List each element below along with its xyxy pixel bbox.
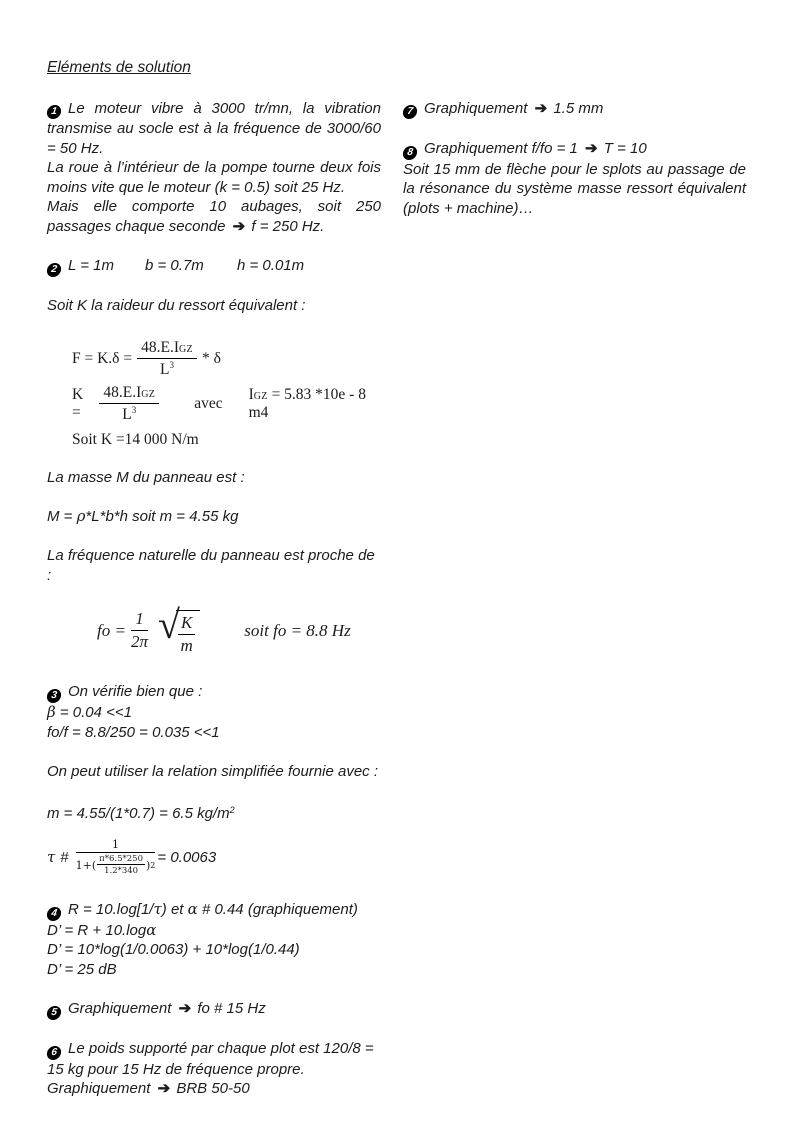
right-column <box>403 99 746 1099</box>
text-f-250: f = 250 Hz. <box>251 217 325 235</box>
paragraph-line-group <box>47 682 381 703</box>
text-fo-15hz: fo # 15 Hz <box>197 999 266 1017</box>
formula-K-result: Soit K =14 000 N/m <box>72 430 199 448</box>
formula-fo-lhs: fo = <box>97 620 126 640</box>
rho-symbol: ρ <box>76 507 86 526</box>
paragraph-mass-value <box>47 507 381 527</box>
two-column-layout <box>47 99 747 1099</box>
page-title: Eléments de solution <box>47 59 191 76</box>
fraction-48EI-L3 <box>99 384 159 424</box>
paragraph-graphical-deflection: 7 Graphiquement ➔ 1.5 mm <box>403 99 746 120</box>
fraction-numerator: 48.E.IGZ <box>137 339 197 359</box>
formula-K-lhs: K = <box>72 385 84 421</box>
superscript-2: 2 <box>229 804 235 815</box>
alpha-symbol: α <box>187 900 198 919</box>
paragraph-surface-mass <box>47 801 381 824</box>
bullet-7-icon: 7 <box>402 105 418 119</box>
bullet-4-icon: 4 <box>46 907 62 921</box>
paragraph-resonance <box>403 139 746 218</box>
left-column <box>47 99 381 1099</box>
arrow-right-icon: ➔ <box>534 99 547 117</box>
formula-fo-result: soit fo = 8.8 Hz <box>244 620 351 640</box>
paragraph-line-group: D’ = R + 10.logα <box>47 920 157 939</box>
paragraph-line-group <box>47 197 381 236</box>
text-brb: BRB 50-50 <box>176 1080 250 1098</box>
fraction-inner <box>97 854 145 876</box>
text-mass-pre: M = <box>47 508 77 526</box>
fraction-numerator: K <box>178 613 195 635</box>
paragraph-plot-weight <box>47 1039 381 1099</box>
dimension-length: L = 1m <box>68 256 115 274</box>
formula-F-line <box>72 339 381 379</box>
bullet-1-icon: 1 <box>46 105 62 119</box>
fraction-48EI-L3 <box>137 339 197 379</box>
tau-symbol: τ <box>47 848 56 867</box>
fraction-denominator: 2π <box>130 632 148 652</box>
arrow-right-icon: ➔ <box>585 139 597 157</box>
formula-tau <box>47 838 381 876</box>
dimension-width: b = 0.7m <box>145 256 204 274</box>
text-fof-ratio: fo/f = 8.8/250 = 0.035 <<1 <box>47 723 220 741</box>
fraction-denominator: 1+( $\frac{\pi*6.5*250}{1.2*340}$ ) 2 <box>75 854 156 877</box>
arrow-right-icon: ➔ <box>232 217 245 235</box>
text-dprime-calc: D’ = 10*log(1/0.0063) + 10*log(1/0.44) <box>47 941 300 959</box>
tau-symbol: τ <box>153 900 162 919</box>
formula-Igz-value: IGZ = 5.83 *10e - 8 m4 <box>248 385 366 421</box>
fraction-denominator: $L^3$ <box>160 359 174 378</box>
fraction-numerator: 1 <box>76 838 156 853</box>
alpha-symbol: α <box>146 920 157 939</box>
paragraph-line-group <box>47 99 381 159</box>
fraction-K-m <box>178 613 195 656</box>
formula-F-lhs: F = K.δ = <box>72 349 133 367</box>
text-surface-mass: m = 4.55/(1*0.7) = 6.5 kg/m <box>47 804 230 822</box>
approx-symbol: # <box>60 848 69 866</box>
fraction-numerator: 48.E.IGZ <box>99 384 159 404</box>
text-resonance-detail: Soit 15 mm de flèche pour le splots au passage de la résonance du système masse ressort équivalent (plots + machine)… <box>403 160 746 217</box>
fraction-denominator: $L^3$ <box>122 404 137 423</box>
radical-icon: √ <box>157 602 180 648</box>
paragraph-attenuation <box>47 900 381 979</box>
paragraph-stiffness-intro: Soit K la raideur du ressort équivalent : <box>47 297 306 314</box>
arrow-right-icon: ➔ <box>178 999 191 1017</box>
text-aubages: Mais elle comporte 10 aubages, soit 250 passages chaque seconde <box>47 198 381 235</box>
fraction-denominator: m <box>180 636 193 656</box>
dimension-thickness: h = 0.01m <box>237 256 305 274</box>
fraction-numerator: 1 <box>131 609 148 631</box>
formula-avec: avec <box>194 394 223 412</box>
paragraph-line-group <box>47 1039 381 1079</box>
paragraph-line-group <box>47 703 381 723</box>
text-beta-value: = 0.04 <<1 <box>55 704 132 722</box>
bullet-6-icon: 6 <box>46 1046 62 1060</box>
fraction-1-2pi <box>131 609 148 652</box>
paragraph-line-group: Graphiquement ➔ BRB 50-50 <box>47 1080 250 1098</box>
text-dprime-result: D’ = 25 dB <box>47 960 117 978</box>
paragraph-motor-vibration <box>47 99 381 237</box>
fraction-denominator: 1.2*340 <box>104 866 139 877</box>
paragraph-line-group: 4 R = 10.log[1/τ) et α # 0.44 (graphiquement) <box>47 900 381 921</box>
arrow-right-icon: ➔ <box>157 1080 170 1098</box>
text-pump-wheel: La roue à l’intérieur de la pompe tourne deux fois moins vite que le moteur (k = 0.5) soit 25 Hz. <box>47 159 381 196</box>
page-content <box>47 58 747 1099</box>
text-verify-head: On vérifie bien que : <box>68 683 203 701</box>
paragraph-relation-intro: On peut utiliser la relation simplifiée fournie avec : <box>47 762 378 780</box>
text-mass-post: *L*b*h soit m = 4.55 kg <box>85 508 239 526</box>
bullet-5-icon: 5 <box>46 1006 62 1020</box>
bullet-3-icon: 3 <box>46 689 62 703</box>
fraction-numerator: π*6.5*250 <box>99 854 143 865</box>
formula-stiffness-block <box>72 339 381 449</box>
text-plot-weight: Le poids supporté par chaque plot est 120/8 = 15 kg pour 15 Hz de fréquence propre. <box>47 1040 374 1078</box>
text-T-10: T = 10 <box>603 139 647 157</box>
text-1-5mm: 1.5 mm <box>553 99 604 117</box>
paragraph-verification <box>47 682 381 742</box>
formula-natural-frequency <box>97 602 381 656</box>
radicand <box>176 610 200 656</box>
superscript-2: 2 <box>150 860 156 870</box>
paragraph-line-group: 8 Graphiquement f/fo = 1 ➔ T = 10 <box>403 139 746 160</box>
paragraph-mass-intro: La masse M du panneau est : <box>47 469 245 487</box>
paragraph-dimensions <box>47 256 381 277</box>
beta-symbol: β <box>47 703 56 722</box>
paragraph-frequency-intro: La fréquence naturelle du panneau est proche de : <box>47 547 375 584</box>
bullet-8-icon: 8 <box>402 146 418 160</box>
paragraph-graphical-fo: 5 Graphiquement ➔ fo # 15 Hz <box>47 999 381 1020</box>
formula-F-rhs: * δ <box>201 349 221 367</box>
fraction-tau <box>76 838 156 876</box>
bullet-2-icon: 2 <box>46 263 62 277</box>
formula-K-line <box>72 384 381 424</box>
square-root <box>157 602 200 656</box>
formula-tau-result: = 0.0063 <box>157 848 217 866</box>
text-motor: Le moteur vibre à 3000 tr/mn, la vibration transmise au socle est à la fréquence de 3000/60 = 50 Hz. <box>47 99 381 157</box>
